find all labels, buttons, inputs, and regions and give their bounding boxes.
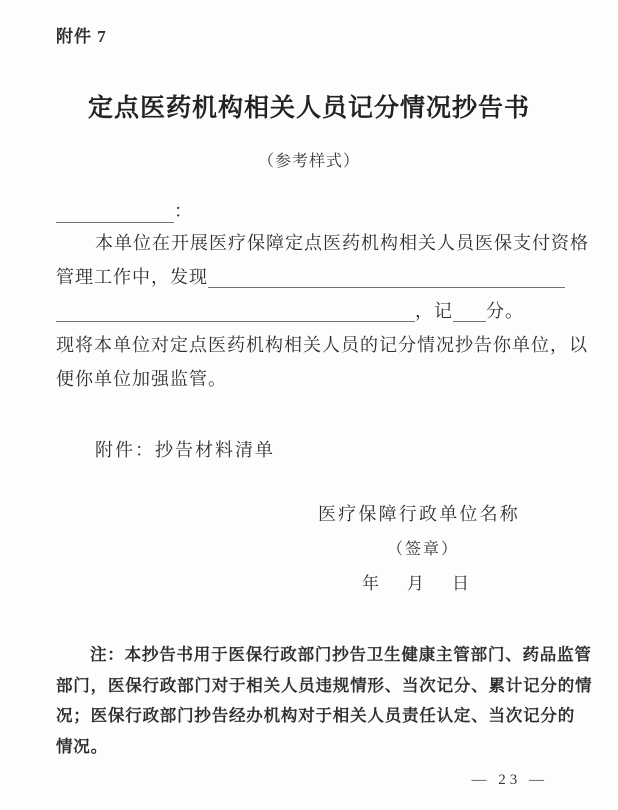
footnote-line-4: 情况。 (56, 736, 108, 756)
footnote-line-1: 注：本抄告书用于医保行政部门抄告卫生健康主管部门、药品监管 (90, 645, 592, 664)
addressee-line (56, 197, 192, 221)
body-line-1: 本单位在开展医疗保障定点医药机构相关人员医保支付资格 (95, 233, 589, 253)
footnote-line-2: 部门，医保行政部门对于相关人员违规情形、当次记分、累计记分的情 (56, 675, 593, 695)
signature-org-name: 医疗保障行政单位名称 (318, 504, 520, 524)
signature-date-line (362, 569, 469, 594)
signature-seal-label: （签章） (387, 541, 460, 558)
findings-blank-underline (208, 260, 565, 288)
body-line-5: 便你单位加强监管。 (56, 369, 227, 389)
date-year-label: 年 (362, 574, 379, 593)
footnote-line-3: 况；医保行政部门抄告经办机构对于相关人员责任认定、当次记分的 (56, 706, 575, 725)
body-paragraph (56, 226, 589, 396)
body-line-2 (56, 260, 565, 294)
page-title: 定点医药机构相关人员记分情况抄告书 (87, 95, 530, 122)
findings-continuation-blank-underline (56, 294, 415, 322)
date-month-label: 月 (407, 574, 424, 593)
attachment-list-line: 附件：抄告材料清单 (95, 440, 275, 460)
body-line-2-text: 管理工作中，发现 (56, 267, 208, 287)
addressee-blank-underline (56, 201, 174, 223)
page-subtitle: （参考样式） (257, 153, 360, 170)
body-line-4: 现将本单位对定点医药机构相关人员的记分情况抄告你单位，以 (56, 335, 588, 355)
points-blank-underline (453, 294, 486, 322)
attachment-label: 附件 7 (56, 27, 107, 46)
body-line-3-text: ，记 (415, 301, 453, 321)
date-day-label: 日 (452, 574, 469, 593)
addressee-colon: ： (174, 201, 192, 221)
body-line-3-suffix: 分。 (486, 301, 524, 321)
body-line-3 (56, 294, 565, 328)
footnote-paragraph (56, 640, 593, 762)
page-number: — 23 — (471, 772, 548, 788)
